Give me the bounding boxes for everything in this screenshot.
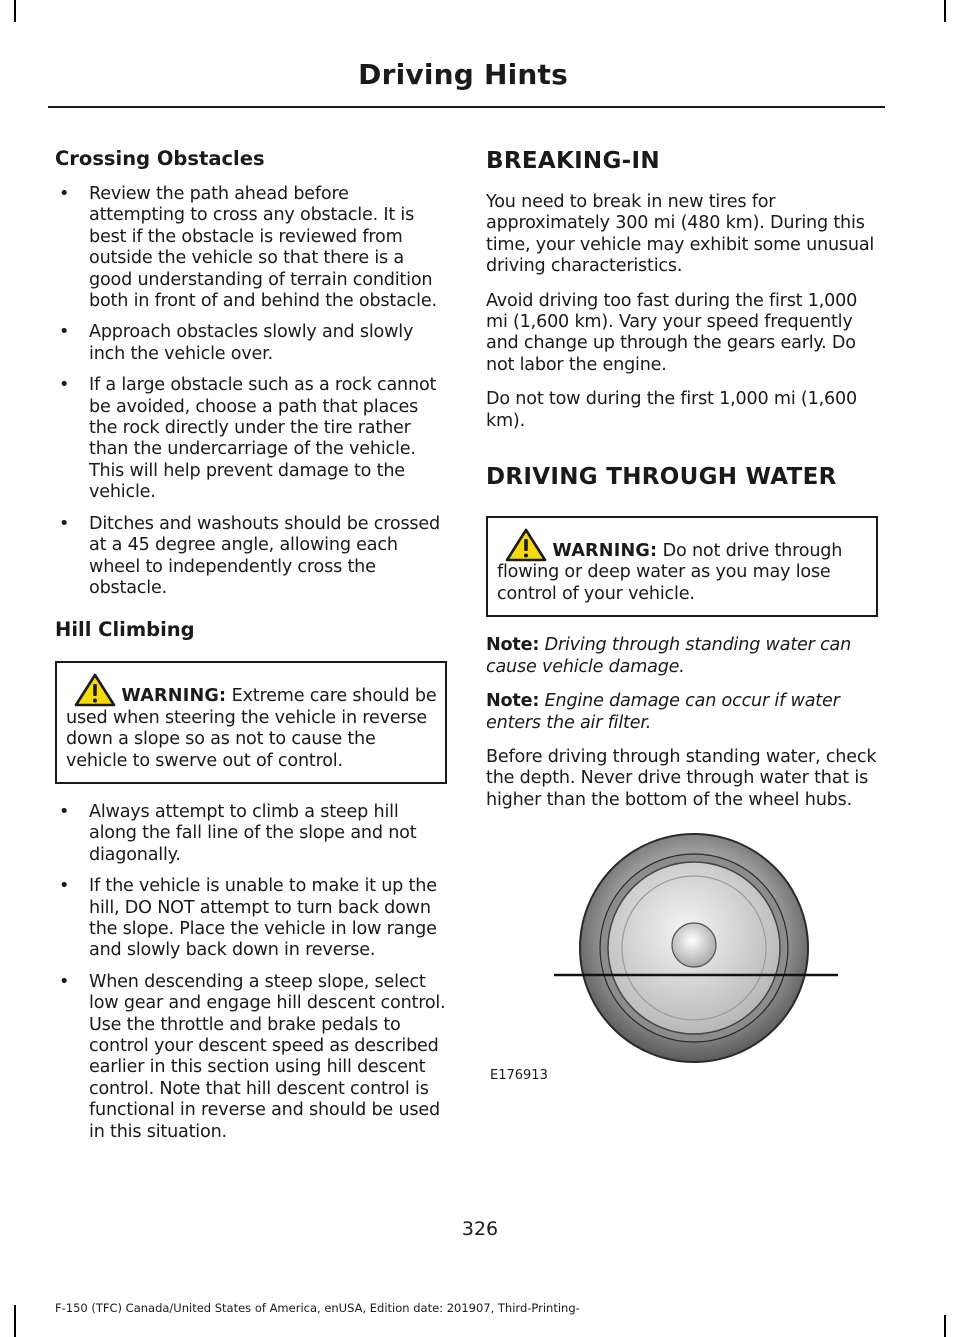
bullet-icon: • — [59, 801, 70, 822]
crop-mark-top-left — [14, 0, 16, 22]
list-item: • Approach obstacles slowly and slowly inch the vehicle over. — [59, 322, 414, 364]
breaking-in-paragraph: Do not tow during the first 1,000 mi (1,600 km). — [486, 389, 857, 431]
list-item: • If the vehicle is unable to make it up the hill, DO NOT attempt to turn back down the slope. Place the vehicle in low range and slowly back down in reverse. — [59, 876, 437, 961]
list-item: • Ditches and washouts should be crossed at a 45 degree angle, allowing each wheel to independently cross the obstacle. — [59, 513, 440, 598]
bullet-icon: • — [59, 876, 70, 897]
list-item: • Review the path ahead before attempting to cross any obstacle. It is best if the obstacle is reviewed from outside the vehicle so that there is a good understanding of terrain condition both in front of and behind the obstacle. — [59, 184, 437, 312]
water-depth-paragraph: Before driving through standing water, check the depth. Never drive through water that is higher than the bottom of the wheel hubs. — [486, 746, 877, 810]
note-paragraph: Note: Engine damage can occur if water enters the air filter. — [486, 691, 840, 733]
figure-code: E176913 — [490, 1068, 548, 1084]
crop-mark-top-right — [944, 0, 946, 22]
list-item: • Always attempt to climb a steep hill along the fall line of the slope and not diagonally. — [59, 801, 417, 865]
wheel-water-level-illustration — [486, 833, 878, 1073]
list-item: • If a large obstacle such as a rock cannot be avoided, choose a path that places the rock directly under the tire rather than the undercarriage of the vehicle. This will help prevent damage to the vehicle. — [59, 375, 437, 503]
warning-label: WARNING: — [552, 541, 658, 562]
hill-climbing-heading: Hill Climbing — [55, 618, 195, 642]
breaking-in-paragraph: You need to break in new tires for approximately 300 mi (480 km). During this time, your vehicle may exhibit some unusual driving characteristics. — [486, 192, 875, 277]
water-warning-box — [486, 516, 878, 617]
breaking-in-heading: BREAKING-IN — [486, 148, 660, 174]
page-header-title: Driving Hints — [358, 58, 568, 91]
hill-climbing-warning-box — [55, 661, 447, 784]
warning-text: Do not drive through flowing or deep water as you may lose control of your vehicle. — [497, 541, 843, 604]
warning-triangle-icon — [505, 528, 547, 562]
warning-label: WARNING: — [121, 686, 227, 707]
driving-through-water-heading: DRIVING THROUGH WATER — [486, 464, 837, 491]
page-number: 326 — [461, 1218, 499, 1240]
hill-climbing-list — [55, 802, 447, 1143]
wheel-water-level-figure — [486, 833, 878, 1083]
warning-text: Extreme care should be used when steering the vehicle in reverse down a slope so as not to cause the vehicle to swerve out of control. — [66, 686, 437, 771]
list-item: • When descending a steep slope, select low gear and engage hill descent control. Use the throttle and brake pedals to control your descent speed as described earlier in this section using hill descent control. Note that hill descent control is functional in reverse and should be used in this situation. — [59, 971, 446, 1142]
bullet-icon: • — [59, 375, 70, 396]
crop-mark-bottom-right — [944, 1315, 946, 1337]
header-rule — [48, 106, 885, 108]
footer-edition-info: F-150 (TFC) Canada/United States of America, enUSA, Edition date: 201907, Third-Printing- — [55, 1301, 580, 1315]
crossing-obstacles-heading: Crossing Obstacles — [55, 147, 265, 170]
bullet-icon: • — [59, 971, 70, 992]
note-paragraph: Note: Driving through standing water can cause vehicle damage. — [486, 635, 852, 677]
bullet-icon: • — [59, 513, 70, 534]
crop-mark-bottom-left — [14, 1305, 16, 1337]
bullet-icon: • — [59, 184, 70, 204]
right-column — [486, 146, 878, 1083]
bullet-icon: • — [59, 322, 70, 343]
left-column — [55, 146, 447, 1155]
warning-triangle-icon — [74, 673, 116, 707]
crossing-obstacles-list — [55, 184, 447, 599]
breaking-in-paragraph: Avoid driving too fast during the first 1,000 mi (1,600 km). Vary your speed frequently and change up through the gears early. Do not labor the engine. — [486, 290, 858, 375]
